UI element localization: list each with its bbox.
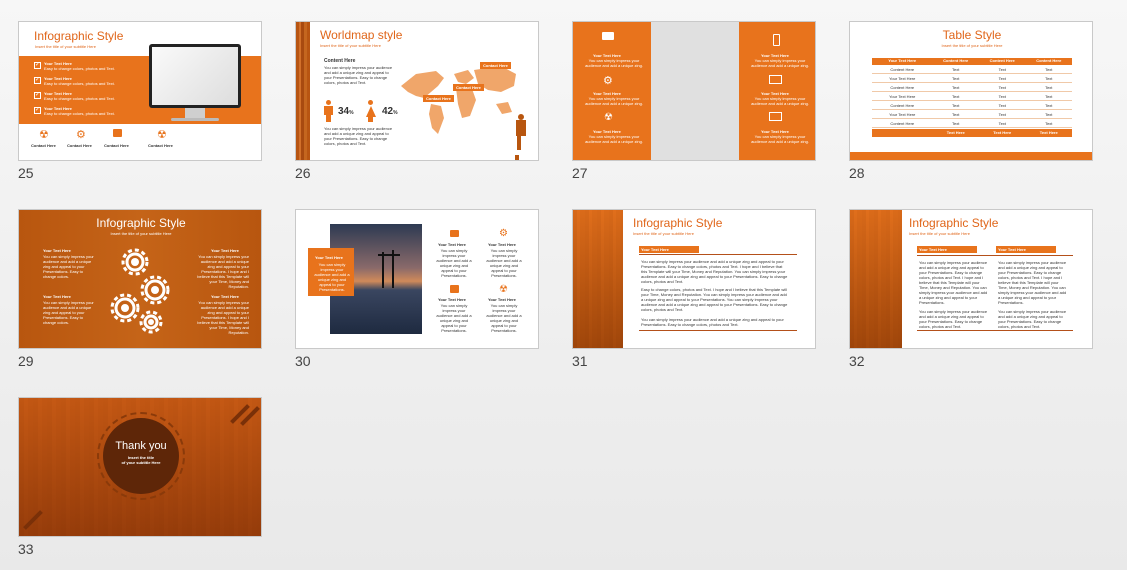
content-body: You can simply impress your audience and add a unique zing and appeal to your Presentations. Easy to change colors, photos and Text. [324,65,393,85]
item-text: You can simply impress your audience and add a unique zing. [751,96,809,106]
block-text: You can simply impress your audience and add a unique zing and appeal to your Presentations. Easy to change colors. [43,300,94,325]
item-text: You can simply impress your audience and add a unique zing. [751,134,809,144]
table-cell: Content Here [890,121,915,126]
table-cell: Text [998,121,1006,126]
table-footer-row [872,129,1072,137]
radiation-icon: ☢ [604,112,613,123]
divider [639,254,797,255]
checkbox-icon: ✓ [35,62,41,68]
table-header-row [872,58,1072,65]
book-icon [450,230,459,237]
callout-text: You can simply impress your audience and add a unique zing and appeal to your Presentations. [314,262,350,292]
slide-canvas [849,209,1093,349]
block-head: Your Text Here [211,294,239,299]
item-head: Your Text Here [593,91,621,96]
slide-number: 29 [18,353,34,369]
slide-canvas [295,209,539,349]
item-text: You can simply impress your audience and add a unique zing and appeal to your Presentations. [486,248,522,278]
section-label: Your Text Here [996,246,1056,253]
item-head: Your Text Here [488,242,516,247]
icon-label: Contact Here [148,143,173,148]
female-stat: 42% [382,106,398,117]
slide-thumb-32[interactable] [849,209,1093,369]
slide-title: Infographic Style [34,29,124,43]
table-cell: Content Here [890,103,915,108]
table-cell: Text [952,67,960,72]
paragraph: Easy to change colors, photos and Text. I hope and I believe that this Template will your Time, Money and Reputation. You can simply impress your audience and add a unique zing and appeal to your Presentations. You can simply impress your audience and add a unique zing and appeal to your Presentations. Easy to change colors, photos and Text. [641,287,788,312]
monitor-stand [185,108,205,118]
table-row [872,74,1072,83]
table-cell: Text [1045,121,1053,126]
item-text: You can simply impress your audience and add a unique zing. [751,58,809,68]
item-text: Easy to change colors, photos and Text. [44,81,115,86]
slide-subtitle: Insert the title of your subtitle Here [110,231,172,236]
item-head: Your Text Here [761,129,789,134]
table-row [872,83,1072,92]
slide-number: 27 [572,165,588,181]
column-text: You can simply impress your audience and add a unique zing and appeal to your Presentations. Easy to change colors, photos and Text. I hope and I believe that this Template will your Time, Money and Reputation. You can simply impress your audience and add a unique zing and appeal to your Presentations. [919,260,988,305]
table-cell: Text [998,76,1006,81]
item-text: You can simply impress your audience and add a unique zing. [585,96,643,106]
table-header-cell: Content Here [1036,58,1062,63]
slide-thumb-33[interactable] [18,397,262,557]
table-cell: Text [998,94,1006,99]
icon-label: Contact Here [31,143,56,148]
table-cell: Text [1045,112,1053,117]
data-table [872,58,1072,137]
gear-icon: ⚙ [76,129,86,141]
slide-number: 26 [295,165,311,181]
table-cell: Text [1045,67,1053,72]
paragraph: You can simply impress your audience and add a unique zing and appeal to your Presentations. Easy to change colors, photos and Text. [641,317,784,327]
block-head: Your Text Here [43,248,71,253]
gears-graphic [105,244,177,340]
map-label: Contact Here [480,62,511,69]
table-cell: Text [952,85,960,90]
slide-thumb-26[interactable] [295,21,539,181]
table-cell: Your Text Here [889,76,916,81]
table-footer-cell: Text Here [993,130,1012,135]
monitor-base [171,118,219,121]
divider [917,330,1073,331]
city-strip-image [850,210,902,349]
phone-icon [773,34,780,46]
table-row [872,92,1072,101]
block-text: You can simply impress your audience and add a unique zing and appeal to your Presentations. I hope and I believe that this Template will your Time, Money and Reputation. [197,300,249,335]
radiation-icon: ☢ [499,284,508,295]
female-icon [366,100,375,122]
table-cell: Text [1045,76,1053,81]
item-head: Your Text Here [593,129,621,134]
slide-title: Worldmap style [320,28,403,42]
gear-icon: ⚙ [499,228,508,239]
book-icon [450,285,459,293]
column-text: You can simply impress your audience and add a unique zing and appeal to your Presentations. Easy to change colors, photos and Text. [919,309,988,329]
column-text: You can simply impress your audience and add a unique zing and appeal to your Presentations. Easy to change colors, photos and Text. [998,309,1067,329]
checkbox-icon: ✓ [35,107,41,113]
item-text: You can simply impress your audience and add a unique zing and appeal to your Presentations. [486,303,522,333]
slide-title: Infographic Style [909,216,999,230]
subtitle-line: Insert the title [127,455,155,460]
slide-thumb-29[interactable] [18,209,262,369]
item-text: Easy to change colors, photos and Text. [44,111,115,116]
table-cell: Text [998,67,1006,72]
item-text: Easy to change colors, photos and Text. [44,96,115,101]
table-cell: Content Here [890,67,915,72]
slide-thumb-27[interactable] [572,21,816,181]
table-cell: Your Text Here [889,112,916,117]
table-cell: Text [998,85,1006,90]
divider [917,255,1073,256]
map-label: Contact Here [453,84,484,91]
block-head: Your Text Here [211,248,239,253]
item-text: You can simply impress your audience and add a unique zing and appeal to your Presentations. [436,303,472,333]
slide-number: 25 [18,165,34,181]
item-head: Your Text Here [761,91,789,96]
item-text: You can simply impress your audience and add a unique zing. [585,58,643,68]
radiation-icon: ☢ [39,129,49,141]
monitor-icon [149,44,241,108]
slide-number: 30 [295,353,311,369]
table-cell: Text [998,103,1006,108]
content-heading: Content Here [324,58,356,64]
slide-canvas [18,209,262,349]
table-cell: Text [1045,103,1053,108]
item-head: Your Text Here [438,242,466,247]
city-strip-image [573,210,623,349]
section-label: Your Text Here [639,246,699,253]
book-icon [602,32,614,40]
book-icon [113,129,122,137]
checkbox-icon: ✓ [35,77,41,83]
city-strip-image [296,22,310,161]
slide-number: 28 [849,165,865,181]
table-cell: Text [998,112,1006,117]
item-text: You can simply impress your audience and add a unique zing. [585,134,643,144]
table-header-cell: Content Here [989,58,1015,63]
table-row [872,65,1072,74]
item-head: Your Text Here [44,106,72,111]
slide-title: Infographic Style [96,216,186,230]
table-cell: Text [952,112,960,117]
icon-label: Contact Here [67,143,92,148]
slide-number: 32 [849,353,865,369]
table-row [872,110,1072,119]
slide-canvas [572,209,816,349]
slide-thumb-31[interactable] [572,209,816,369]
block-text: You can simply impress your audience and add a unique zing and appeal to your Presentations. I hope and I believe that this Template will your Time, Money and Reputation. [197,254,249,289]
businessman-silhouette [514,114,528,154]
corner-stripe [23,510,43,530]
table-cell: Text [952,94,960,99]
item-head: Your Text Here [438,297,466,302]
table-cell: Your Text Here [889,94,916,99]
icon-row [31,128,171,158]
slide-title: Table Style [942,28,1002,42]
map-label: Contact Here [423,95,454,102]
slide-subtitle: Insert the title of your subtitle Here [35,44,96,49]
radiation-icon: ☢ [157,129,167,141]
slide-subtitle: Insert the title of your subtitle Here [320,43,381,48]
table-footer-cell: Text Here [1039,130,1058,135]
item-head: Your Text Here [44,61,72,66]
footer-bar [850,152,1093,161]
item-head: Your Text Here [44,91,72,96]
slide-thumb-30[interactable] [295,209,539,369]
callout-head: Your Text Here [315,255,343,260]
slide-subtitle: Insert the title of your subtitle Here [633,231,694,236]
gear-icon: ⚙ [603,75,613,87]
item-head: Your Text Here [44,76,72,81]
paragraph: You can simply impress your audience and add a unique zing and appeal to your Presentations. Easy to change colors, photos and Text. I hope and I believe that this Template will your Time, Money and Reputation. You can simply impress your audience and add a unique zing and appeal to your Presentations. Easy to change colors, photos and Text. [641,259,788,284]
slide-canvas [295,21,539,161]
item-text: You can simply impress your audience and add a unique zing and appeal to your Presentations. [436,248,472,278]
table-row [872,119,1072,128]
table-cell: Text [952,121,960,126]
table-cell: Text [952,103,960,108]
slide-title: Thank you [115,440,167,452]
icon-label: Contact Here [104,143,129,148]
table-cell: Text [1045,85,1053,90]
item-head: Your Text Here [593,53,621,58]
content-body-2: You can simply impress your audience and add a unique zing and appeal to your Presentations. Easy to change colors, photos and Text. [324,126,393,146]
checkbox-icon: ✓ [35,92,41,98]
table-body [872,65,1072,128]
divider [639,330,797,331]
slide-canvas [18,397,262,537]
table-footer-cell: Text Here [946,130,965,135]
item-head: Your Text Here [761,53,789,58]
slide-subtitle: Insert the title of your subtitle Here [941,43,1003,48]
column-text: You can simply impress your audience and add a unique zing and appeal to your Presentations. Easy to change colors, photos and Text. I hope and I believe that this Template will your Time, Money and Reputation. You can simply impress your audience and add a unique zing and appeal to your Presentations. [998,260,1067,305]
table-header-cell: Your Text Here [888,58,917,63]
section-label: Your Text Here [917,246,977,253]
table-cell: Content Here [890,85,915,90]
male-icon [324,100,333,122]
slide-thumb-25[interactable] [18,21,262,181]
slide-canvas [18,21,262,161]
slide-thumb-28[interactable] [849,21,1093,181]
slide-number: 31 [572,353,588,369]
slide-canvas [849,21,1093,161]
male-stat: 34% [338,106,354,117]
slide-subtitle: Insert the title of your subtitle Here [909,231,970,236]
slide-canvas [572,21,816,161]
table-cell: Text [952,76,960,81]
item-head: Your Text Here [488,297,516,302]
subtitle-line: of your subtitle Here [121,460,161,465]
item-text: Easy to change colors, photos and Text. [44,66,115,71]
laptop-icon [769,75,782,84]
table-row [872,101,1072,110]
block-text: You can simply impress your audience and add a unique zing and appeal to your Presentations. Easy to change colors. [43,254,94,279]
table-cell: Text [1045,94,1053,99]
monitor-icon [769,112,782,121]
table-header-cell: Content Here [943,58,969,63]
slide-title: Infographic Style [633,216,723,230]
slide-number: 33 [18,541,34,557]
block-head: Your Text Here [43,294,71,299]
